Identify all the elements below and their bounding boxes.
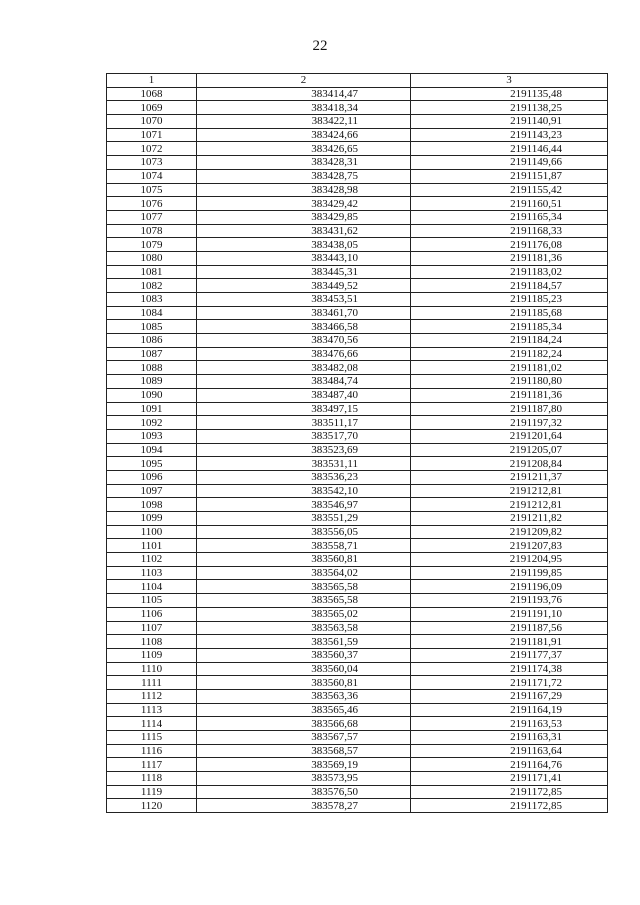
cell-y-coordinate: 2191167,29 (411, 689, 608, 703)
cell-point-number: 1113 (107, 703, 197, 717)
cell-x-coordinate: 383558,71 (197, 539, 411, 553)
cell-y-coordinate: 2191174,38 (411, 662, 608, 676)
cell-y-coordinate: 2191185,68 (411, 306, 608, 320)
cell-point-number: 1119 (107, 785, 197, 799)
cell-y-coordinate: 2191197,32 (411, 416, 608, 430)
table-row (107, 238, 608, 252)
cell-x-coordinate: 383511,17 (197, 416, 411, 430)
cell-y-coordinate: 2191176,08 (411, 238, 608, 252)
cell-x-coordinate: 383567,57 (197, 731, 411, 745)
cell-y-coordinate: 2191184,24 (411, 334, 608, 348)
cell-x-coordinate: 383445,31 (197, 265, 411, 279)
cell-point-number: 1114 (107, 717, 197, 731)
cell-x-coordinate: 383466,58 (197, 320, 411, 334)
table-row (107, 197, 608, 211)
cell-x-coordinate: 383429,42 (197, 197, 411, 211)
table-header-row (107, 74, 608, 88)
cell-y-coordinate: 2191208,84 (411, 457, 608, 471)
cell-x-coordinate: 383431,62 (197, 224, 411, 238)
cell-x-coordinate: 383476,66 (197, 347, 411, 361)
cell-point-number: 1086 (107, 334, 197, 348)
table-row (107, 689, 608, 703)
cell-y-coordinate: 2191155,42 (411, 183, 608, 197)
cell-x-coordinate: 383523,69 (197, 443, 411, 457)
table-row (107, 279, 608, 293)
cell-point-number: 1111 (107, 676, 197, 690)
table-row (107, 744, 608, 758)
cell-x-coordinate: 383565,58 (197, 594, 411, 608)
cell-point-number: 1097 (107, 484, 197, 498)
cell-y-coordinate: 2191177,37 (411, 648, 608, 662)
cell-y-coordinate: 2191163,53 (411, 717, 608, 731)
cell-y-coordinate: 2191135,48 (411, 87, 608, 101)
table-row (107, 87, 608, 101)
table-body (107, 87, 608, 812)
cell-x-coordinate: 383453,51 (197, 293, 411, 307)
cell-y-coordinate: 2191212,81 (411, 498, 608, 512)
table-row (107, 224, 608, 238)
cell-point-number: 1077 (107, 210, 197, 224)
table-row (107, 607, 608, 621)
cell-y-coordinate: 2191180,80 (411, 375, 608, 389)
cell-x-coordinate: 383563,36 (197, 689, 411, 703)
cell-y-coordinate: 2191140,91 (411, 115, 608, 129)
table-row (107, 676, 608, 690)
cell-point-number: 1120 (107, 799, 197, 813)
cell-point-number: 1082 (107, 279, 197, 293)
table-row (107, 484, 608, 498)
cell-point-number: 1089 (107, 375, 197, 389)
table-row (107, 361, 608, 375)
cell-y-coordinate: 2191191,10 (411, 607, 608, 621)
cell-y-coordinate: 2191149,66 (411, 156, 608, 170)
cell-point-number: 1080 (107, 251, 197, 265)
cell-point-number: 1075 (107, 183, 197, 197)
cell-point-number: 1100 (107, 525, 197, 539)
cell-x-coordinate: 383564,02 (197, 566, 411, 580)
cell-x-coordinate: 383560,81 (197, 676, 411, 690)
cell-point-number: 1085 (107, 320, 197, 334)
table-row (107, 293, 608, 307)
cell-y-coordinate: 2191172,85 (411, 799, 608, 813)
cell-x-coordinate: 383560,81 (197, 553, 411, 567)
cell-x-coordinate: 383566,68 (197, 717, 411, 731)
cell-x-coordinate: 383569,19 (197, 758, 411, 772)
table-row (107, 621, 608, 635)
table-row (107, 662, 608, 676)
cell-point-number: 1105 (107, 594, 197, 608)
cell-point-number: 1103 (107, 566, 197, 580)
cell-y-coordinate: 2191143,23 (411, 128, 608, 142)
cell-x-coordinate: 383426,65 (197, 142, 411, 156)
table-row (107, 539, 608, 553)
cell-y-coordinate: 2191182,24 (411, 347, 608, 361)
table-row (107, 580, 608, 594)
table-row (107, 553, 608, 567)
cell-x-coordinate: 383556,05 (197, 525, 411, 539)
cell-y-coordinate: 2191171,72 (411, 676, 608, 690)
column-header-y: 3 (411, 74, 608, 88)
cell-x-coordinate: 383482,08 (197, 361, 411, 375)
cell-point-number: 1102 (107, 553, 197, 567)
table-row (107, 334, 608, 348)
cell-y-coordinate: 2191209,82 (411, 525, 608, 539)
table-row (107, 142, 608, 156)
table-row (107, 512, 608, 526)
cell-x-coordinate: 383546,97 (197, 498, 411, 512)
table-row (107, 594, 608, 608)
cell-y-coordinate: 2191211,82 (411, 512, 608, 526)
cell-point-number: 1096 (107, 470, 197, 484)
cell-y-coordinate: 2191196,09 (411, 580, 608, 594)
cell-x-coordinate: 383517,70 (197, 429, 411, 443)
cell-point-number: 1074 (107, 169, 197, 183)
cell-x-coordinate: 383565,58 (197, 580, 411, 594)
cell-y-coordinate: 2191164,19 (411, 703, 608, 717)
table-row (107, 251, 608, 265)
table-row (107, 156, 608, 170)
cell-point-number: 1109 (107, 648, 197, 662)
cell-point-number: 1076 (107, 197, 197, 211)
table-row (107, 785, 608, 799)
cell-point-number: 1090 (107, 388, 197, 402)
cell-x-coordinate: 383561,59 (197, 635, 411, 649)
cell-point-number: 1093 (107, 429, 197, 443)
table-row (107, 375, 608, 389)
cell-point-number: 1087 (107, 347, 197, 361)
cell-point-number: 1072 (107, 142, 197, 156)
cell-x-coordinate: 383487,40 (197, 388, 411, 402)
table-row (107, 703, 608, 717)
cell-y-coordinate: 2191181,91 (411, 635, 608, 649)
cell-point-number: 1081 (107, 265, 197, 279)
cell-point-number: 1106 (107, 607, 197, 621)
cell-x-coordinate: 383428,31 (197, 156, 411, 170)
cell-point-number: 1079 (107, 238, 197, 252)
cell-y-coordinate: 2191204,95 (411, 553, 608, 567)
cell-point-number: 1069 (107, 101, 197, 115)
table-row (107, 128, 608, 142)
cell-point-number: 1101 (107, 539, 197, 553)
cell-x-coordinate: 383428,75 (197, 169, 411, 183)
cell-x-coordinate: 383449,52 (197, 279, 411, 293)
cell-y-coordinate: 2191193,76 (411, 594, 608, 608)
cell-point-number: 1115 (107, 731, 197, 745)
cell-y-coordinate: 2191199,85 (411, 566, 608, 580)
cell-point-number: 1116 (107, 744, 197, 758)
cell-y-coordinate: 2191138,25 (411, 101, 608, 115)
table-row (107, 772, 608, 786)
cell-point-number: 1108 (107, 635, 197, 649)
cell-y-coordinate: 2191185,23 (411, 293, 608, 307)
cell-point-number: 1070 (107, 115, 197, 129)
cell-x-coordinate: 383461,70 (197, 306, 411, 320)
cell-x-coordinate: 383578,27 (197, 799, 411, 813)
cell-y-coordinate: 2191181,36 (411, 388, 608, 402)
cell-y-coordinate: 2191205,07 (411, 443, 608, 457)
cell-y-coordinate: 2191212,81 (411, 484, 608, 498)
table-row (107, 525, 608, 539)
cell-y-coordinate: 2191146,44 (411, 142, 608, 156)
cell-x-coordinate: 383542,10 (197, 484, 411, 498)
table-row (107, 402, 608, 416)
cell-x-coordinate: 383536,23 (197, 470, 411, 484)
cell-point-number: 1092 (107, 416, 197, 430)
cell-point-number: 1118 (107, 772, 197, 786)
table-row (107, 566, 608, 580)
cell-y-coordinate: 2191184,57 (411, 279, 608, 293)
table-row (107, 115, 608, 129)
cell-x-coordinate: 383560,04 (197, 662, 411, 676)
cell-x-coordinate: 383422,11 (197, 115, 411, 129)
table-row (107, 758, 608, 772)
table-row (107, 648, 608, 662)
cell-point-number: 1068 (107, 87, 197, 101)
cell-x-coordinate: 383576,50 (197, 785, 411, 799)
cell-y-coordinate: 2191207,83 (411, 539, 608, 553)
cell-x-coordinate: 383531,11 (197, 457, 411, 471)
cell-point-number: 1095 (107, 457, 197, 471)
cell-y-coordinate: 2191187,80 (411, 402, 608, 416)
cell-point-number: 1094 (107, 443, 197, 457)
cell-point-number: 1110 (107, 662, 197, 676)
cell-y-coordinate: 2191160,51 (411, 197, 608, 211)
table-row (107, 388, 608, 402)
table-row (107, 101, 608, 115)
cell-y-coordinate: 2191163,31 (411, 731, 608, 745)
table-row (107, 265, 608, 279)
cell-y-coordinate: 2191165,34 (411, 210, 608, 224)
coordinates-table (106, 73, 608, 813)
cell-point-number: 1098 (107, 498, 197, 512)
cell-x-coordinate: 383497,15 (197, 402, 411, 416)
cell-y-coordinate: 2191171,41 (411, 772, 608, 786)
table-row (107, 443, 608, 457)
table-row (107, 799, 608, 813)
cell-x-coordinate: 383568,57 (197, 744, 411, 758)
cell-point-number: 1112 (107, 689, 197, 703)
cell-point-number: 1107 (107, 621, 197, 635)
cell-x-coordinate: 383418,34 (197, 101, 411, 115)
cell-y-coordinate: 2191151,87 (411, 169, 608, 183)
cell-x-coordinate: 383424,66 (197, 128, 411, 142)
cell-point-number: 1117 (107, 758, 197, 772)
table-row (107, 210, 608, 224)
table-row (107, 717, 608, 731)
table-row (107, 498, 608, 512)
cell-x-coordinate: 383563,58 (197, 621, 411, 635)
column-header-x: 2 (197, 74, 411, 88)
cell-y-coordinate: 2191211,37 (411, 470, 608, 484)
cell-x-coordinate: 383428,98 (197, 183, 411, 197)
cell-point-number: 1104 (107, 580, 197, 594)
cell-point-number: 1078 (107, 224, 197, 238)
cell-y-coordinate: 2191185,34 (411, 320, 608, 334)
cell-y-coordinate: 2191201,64 (411, 429, 608, 443)
table-row (107, 347, 608, 361)
cell-x-coordinate: 383414,47 (197, 87, 411, 101)
cell-point-number: 1099 (107, 512, 197, 526)
cell-x-coordinate: 383438,05 (197, 238, 411, 252)
cell-point-number: 1071 (107, 128, 197, 142)
cell-y-coordinate: 2191164,76 (411, 758, 608, 772)
cell-point-number: 1073 (107, 156, 197, 170)
cell-y-coordinate: 2191187,56 (411, 621, 608, 635)
cell-x-coordinate: 383551,29 (197, 512, 411, 526)
cell-point-number: 1088 (107, 361, 197, 375)
cell-x-coordinate: 383470,56 (197, 334, 411, 348)
cell-x-coordinate: 383443,10 (197, 251, 411, 265)
cell-point-number: 1084 (107, 306, 197, 320)
table-row (107, 429, 608, 443)
cell-y-coordinate: 2191183,02 (411, 265, 608, 279)
cell-x-coordinate: 383484,74 (197, 375, 411, 389)
cell-point-number: 1091 (107, 402, 197, 416)
table-row (107, 183, 608, 197)
table-row (107, 169, 608, 183)
page-number: 22 (312, 38, 328, 54)
cell-y-coordinate: 2191181,36 (411, 251, 608, 265)
cell-x-coordinate: 383429,85 (197, 210, 411, 224)
table-row (107, 416, 608, 430)
table-row (107, 457, 608, 471)
cell-y-coordinate: 2191172,85 (411, 785, 608, 799)
cell-x-coordinate: 383573,95 (197, 772, 411, 786)
cell-x-coordinate: 383560,37 (197, 648, 411, 662)
table-row (107, 306, 608, 320)
column-header-point-number: 1 (107, 74, 197, 88)
cell-x-coordinate: 383565,02 (197, 607, 411, 621)
table-row (107, 320, 608, 334)
table-row (107, 470, 608, 484)
cell-x-coordinate: 383565,46 (197, 703, 411, 717)
cell-y-coordinate: 2191168,33 (411, 224, 608, 238)
cell-y-coordinate: 2191181,02 (411, 361, 608, 375)
table-row (107, 635, 608, 649)
table-row (107, 731, 608, 745)
cell-point-number: 1083 (107, 293, 197, 307)
cell-y-coordinate: 2191163,64 (411, 744, 608, 758)
